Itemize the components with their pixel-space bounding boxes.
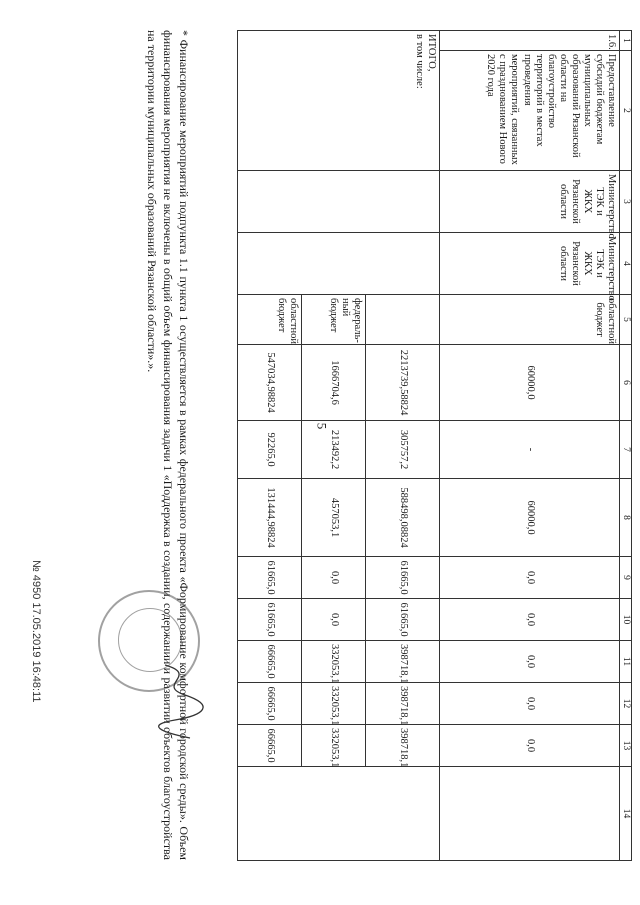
empty-cell <box>238 767 440 861</box>
header-cell: 1 <box>620 31 632 51</box>
header-cell: 13 <box>620 725 632 767</box>
year-value: 398718,1 <box>366 683 440 725</box>
funding-table <box>237 30 632 861</box>
year-value: 61665,0 <box>366 599 440 641</box>
header-row <box>620 31 632 861</box>
year-value: 457053,1 <box>302 479 366 557</box>
empty-cell <box>366 295 440 345</box>
year-value: 66665,0 <box>238 725 302 767</box>
header-cell: 12 <box>620 683 632 725</box>
header-cell: 8 <box>620 479 632 557</box>
registration-stamp: № 4950 17.05.2019 16:48:11 <box>30 560 42 703</box>
total-value: 1666704,6 <box>302 345 366 421</box>
year-value: 61665,0 <box>238 557 302 599</box>
total-sublabel: в том числе: <box>413 34 425 89</box>
year-value: - <box>440 421 620 479</box>
year-value: 61665,0 <box>238 599 302 641</box>
header-cell: 7 <box>620 421 632 479</box>
year-value: 332053,1 <box>302 683 366 725</box>
table-row <box>366 31 440 861</box>
total-value: 2213739,58824 <box>366 345 440 421</box>
year-value: 213492,2 <box>302 421 366 479</box>
year-value: 61665,0 <box>366 557 440 599</box>
row-number: 1.6. <box>440 31 620 51</box>
header-cell: 4 <box>620 233 632 295</box>
year-value: 0,0 <box>440 683 620 725</box>
header-cell: 9 <box>620 557 632 599</box>
year-value: 66665,0 <box>238 641 302 683</box>
table-row <box>440 31 620 861</box>
funding-source: областной бюджет <box>440 295 620 345</box>
year-value: 66665,0 <box>238 683 302 725</box>
empty-cell <box>238 233 440 295</box>
header-cell: 5 <box>620 295 632 345</box>
signature <box>150 660 210 740</box>
empty-cell <box>238 171 440 233</box>
year-value: 60000,0 <box>440 479 620 557</box>
total-label-cell <box>238 31 440 171</box>
header-cell: 10 <box>620 599 632 641</box>
measure-name: Предоставление субсидий бюджетам муниципальных образований Рязанской области на благоустройство территорий в местах проведения мероприятий, связанных с празднованием Нового 2020 года <box>440 51 620 171</box>
total-value: 547034,98824 <box>238 345 302 421</box>
total-label: ИТОГО, <box>426 34 437 72</box>
year-value: 92265,0 <box>238 421 302 479</box>
year-value: 332053,1 <box>302 725 366 767</box>
total-value: 60000,0 <box>440 345 620 421</box>
empty-cell <box>440 767 620 861</box>
year-value: 0,0 <box>440 599 620 641</box>
year-value: 0,0 <box>302 599 366 641</box>
funding-source: федераль- ный бюджет <box>302 295 366 345</box>
year-value: 0,0 <box>440 641 620 683</box>
year-value: 305757,2 <box>366 421 440 479</box>
page-number: 5 <box>314 422 330 430</box>
header-cell: 2 <box>620 51 632 171</box>
year-value: 588498,08824 <box>366 479 440 557</box>
year-value: 131444,98824 <box>238 479 302 557</box>
year-value: 0,0 <box>440 725 620 767</box>
year-value: 0,0 <box>302 557 366 599</box>
header-cell: 14 <box>620 767 632 861</box>
header-cell: 11 <box>620 641 632 683</box>
executor: Министерство ТЭК и ЖКХ Рязанской области <box>440 171 620 233</box>
header-cell: 6 <box>620 345 632 421</box>
footnote: * Финансирование мероприятий подпункта 1.1 пункта 1 осуществляется в рамках федерального проекта «Формирование комфортной городской среды». Объем финансирования мероприятия не включены в общий объем финансирования задачи 1 «Поддержка в создании, содержании и развитии объектов благоустройства на территории муниципальных образований Рязанской области».». <box>144 30 191 860</box>
year-value: 398718,1 <box>366 641 440 683</box>
year-value: 398718,1 <box>366 725 440 767</box>
header-cell: 3 <box>620 171 632 233</box>
year-value: 332053,1 <box>302 641 366 683</box>
main-manager: Министерство ТЭК и ЖКХ Рязанской области <box>440 233 620 295</box>
funding-source: областной бюджет <box>238 295 302 345</box>
year-value: 0,0 <box>440 557 620 599</box>
